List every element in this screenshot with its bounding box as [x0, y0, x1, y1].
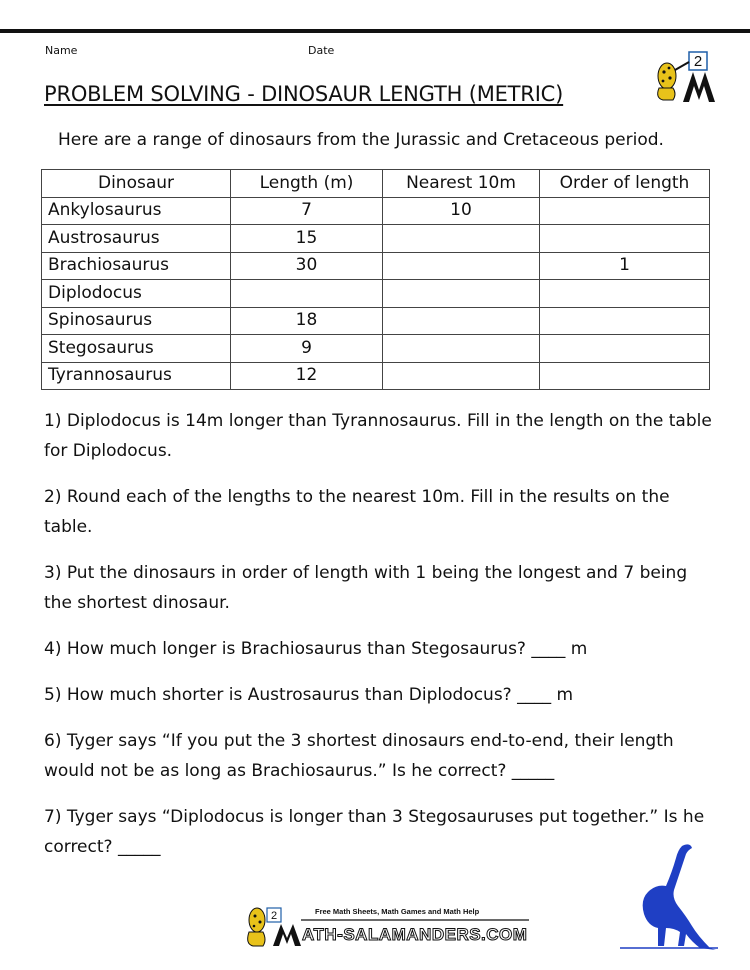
question-7: 7) Tyger says “Diplodocus is longer than 3 Stegosauruses put together.” Is he correct? _____ — [44, 807, 705, 857]
cell-order[interactable] — [540, 307, 710, 335]
cell-order[interactable] — [540, 362, 710, 390]
m-letter-icon — [273, 924, 301, 946]
footer-tagline: Free Math Sheets, Math Games and Math Help — [315, 907, 480, 916]
cell-nearest[interactable] — [383, 307, 540, 335]
footer-logo — [243, 898, 543, 950]
cell-length[interactable]: 15 — [231, 225, 383, 253]
cell-length[interactable]: 12 — [231, 362, 383, 390]
cell-order[interactable] — [540, 225, 710, 253]
cell-length[interactable]: 9 — [231, 335, 383, 363]
salamander-logo-icon — [649, 50, 719, 106]
table-row — [42, 335, 710, 363]
table-row — [42, 280, 710, 308]
cell-order[interactable] — [540, 335, 710, 363]
footer-badge-number: 2 — [270, 910, 278, 922]
salamander-icon — [249, 908, 265, 932]
cell-dinosaur: Austrosaurus — [42, 225, 231, 253]
col-header-length: Length (m) — [231, 170, 383, 198]
question-4: 4) How much longer is Brachiosaurus than Stegosaurus? ____ m — [44, 639, 588, 659]
cell-nearest[interactable] — [383, 225, 540, 253]
cell-nearest[interactable]: 10 — [383, 197, 540, 225]
cell-length[interactable]: 30 — [231, 252, 383, 280]
dinosaur-silhouette-icon — [616, 842, 726, 954]
col-header-order: Order of length — [540, 170, 710, 198]
intro-text: Here are a range of dinosaurs from the Jurassic and Cretaceous period. — [58, 130, 664, 150]
cell-length[interactable] — [231, 280, 383, 308]
cell-nearest[interactable] — [383, 362, 540, 390]
question-list — [44, 406, 714, 878]
page-title: PROBLEM SOLVING - DINOSAUR LENGTH (METRIC) — [44, 82, 564, 106]
cell-nearest[interactable] — [383, 335, 540, 363]
cell-nearest[interactable] — [383, 252, 540, 280]
cell-dinosaur: Spinosaurus — [42, 307, 231, 335]
table-header-row — [42, 170, 710, 198]
cell-dinosaur: Ankylosaurus — [42, 197, 231, 225]
cell-dinosaur: Diplodocus — [42, 280, 231, 308]
cell-order[interactable]: 1 — [540, 252, 710, 280]
cell-length[interactable]: 7 — [231, 197, 383, 225]
table-row — [42, 225, 710, 253]
question-5: 5) How much shorter is Austrosaurus than Diplodocus? ____ m — [44, 685, 574, 705]
table-row — [42, 307, 710, 335]
question-3: 3) Put the dinosaurs in order of length with 1 being the longest and 7 being the shortest dinosaur. — [44, 563, 688, 613]
name-label: Name — [45, 44, 78, 57]
cell-dinosaur: Brachiosaurus — [42, 252, 231, 280]
cell-nearest[interactable] — [383, 280, 540, 308]
dinosaur-table — [41, 169, 710, 390]
top-rule — [0, 29, 750, 33]
footer-site-name: ATH-SALAMANDERS.COM — [302, 925, 528, 944]
question-6: 6) Tyger says “If you put the 3 shortest dinosaurs end-to-end, their length would not be as long as Brachiosaurus.” Is he correct? _____ — [44, 731, 674, 781]
table-row — [42, 252, 710, 280]
cell-dinosaur: Stegosaurus — [42, 335, 231, 363]
question-2: 2) Round each of the lengths to the nearest 10m. Fill in the results on the table. — [44, 487, 670, 537]
col-header-dinosaur: Dinosaur — [42, 170, 231, 198]
cell-dinosaur: Tyrannosaurus — [42, 362, 231, 390]
date-label: Date — [308, 44, 335, 57]
question-1: 1) Diplodocus is 14m longer than Tyrannosaurus. Fill in the length on the table for Diplodocus. — [44, 411, 712, 461]
table-row — [42, 362, 710, 390]
cell-length[interactable]: 18 — [231, 307, 383, 335]
table-row — [42, 197, 710, 225]
cell-order[interactable] — [540, 280, 710, 308]
logo-badge-number: 2 — [693, 53, 703, 70]
col-header-nearest: Nearest 10m — [383, 170, 540, 198]
cell-order[interactable] — [540, 197, 710, 225]
